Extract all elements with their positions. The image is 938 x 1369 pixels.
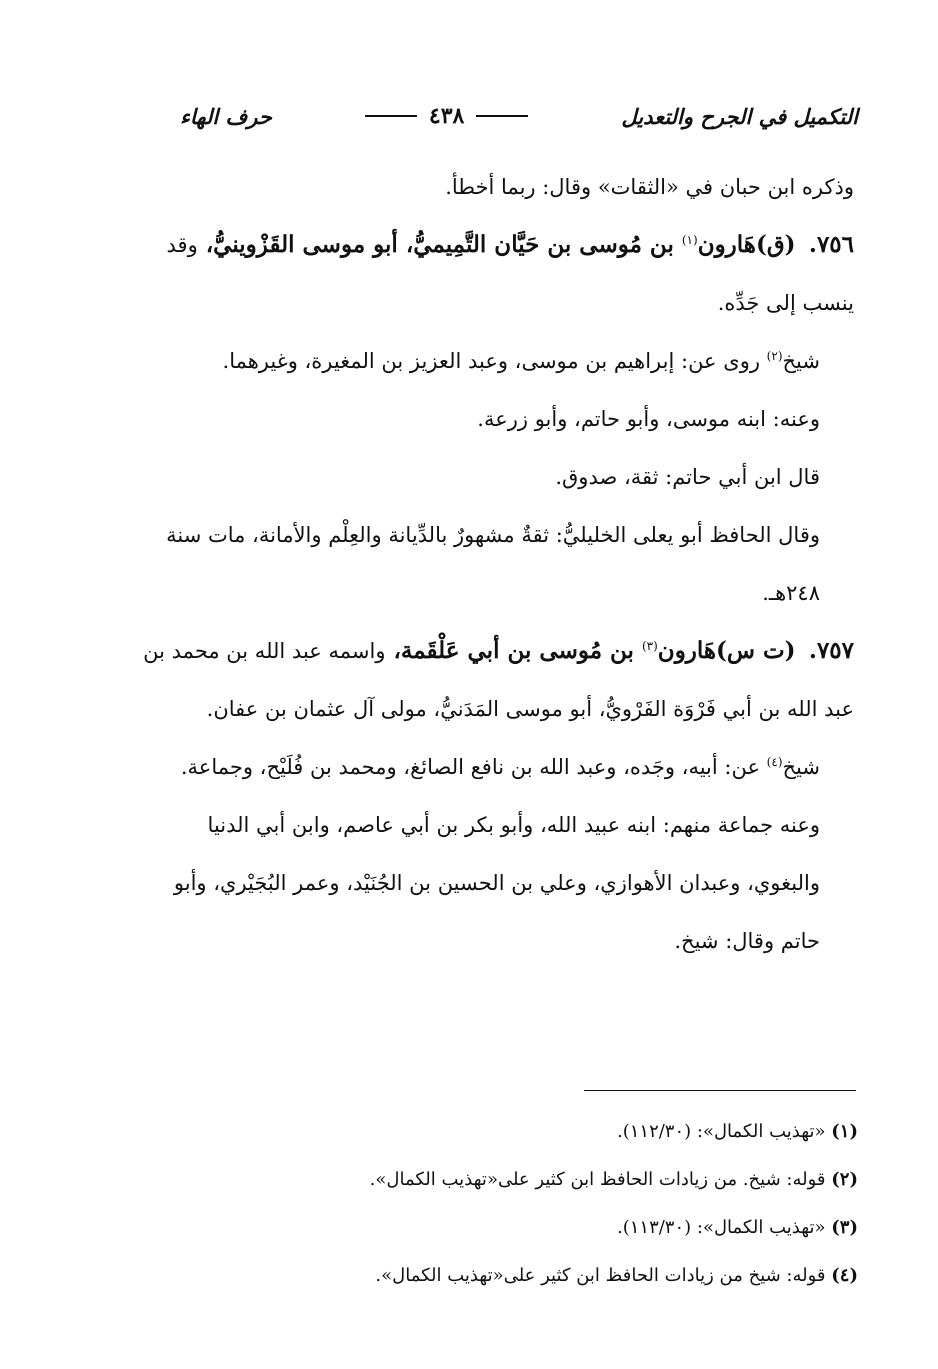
header-page-number: ٤٣٨ [428, 103, 465, 129]
entry-757-anhu: وعنه جماعة منهم: ابنه عبيد الله، وأبو بكر بن أبي عاصم، وابن أبي الدنيا والبغوي، وعبدان الأهوازي، وعلي بن الحسين بن الجُنَيْد، وعمر البُجَيْري، وأبو حاتم وقال: شيخ. [173, 813, 820, 953]
footnote-3-number: (٣) [831, 1217, 858, 1238]
entry-757-name-rest: بن مُوسى بن أبي عَلْقَمة، [385, 637, 642, 664]
entry-757-shaykh-footnote-mark: (٤) [766, 755, 783, 769]
footnotes [300, 1108, 858, 1300]
entry-756-symbol: (ق) [755, 231, 796, 258]
entry-757-tail: واسمه عبد الله بن محمد بن عبد الله بن أبي فَرْوَة الفَرْويُّ، أبو موسى المَدَنيُّ، مولى آل عثمان بن عفان. [143, 639, 854, 721]
entry-756-number: ٧٥٦. [808, 231, 854, 258]
entry-757-number: ٧٥٧. [808, 637, 854, 664]
entry-756-footnote-mark: (١) [681, 233, 698, 247]
entry-756-name: هَارون [697, 231, 756, 258]
entry-756-shaykh-word: شيخ [782, 349, 820, 373]
footnote-4-text: قوله: شيخ من زيادات الحافظ ابن كثير على«تهذيب الكمال». [375, 1265, 826, 1286]
header-dash-left [476, 115, 528, 117]
footnote-1-number: (١) [831, 1121, 858, 1142]
entry-756-tail: وقد ينسب إلى جَدِّه. [166, 233, 854, 315]
entry-757-shaykh-word: شيخ [782, 755, 820, 779]
running-header [180, 96, 858, 136]
main-text [132, 158, 854, 970]
footnote-2 [300, 1156, 858, 1204]
header-dash-right [365, 115, 417, 117]
header-section: حرف الهاء [180, 103, 272, 129]
entry-756-anhu: وعنه: ابنه موسى، وأبو حاتم، وأبو زرعة. [477, 407, 820, 431]
header-page-number-group [365, 103, 528, 129]
footnote-1 [300, 1108, 858, 1156]
entry-757-symbol: (ت س) [716, 637, 796, 664]
footnote-3 [300, 1204, 858, 1252]
footnote-2-number: (٢) [831, 1169, 858, 1190]
header-book-title: التكميل في الجرح والتعديل [621, 103, 858, 129]
intro-line: وذكره ابن حبان في «الثقات» وقال: ربما أخطأ. [445, 175, 854, 199]
entry-756-abihatim: قال ابن أبي حاتم: ثقة، صدوق. [555, 465, 820, 489]
footnote-3-text: «تهذيب الكمال»: (١١٣/٣٠). [616, 1217, 826, 1238]
footnote-1-text: «تهذيب الكمال»: (١١٢/٣٠). [616, 1121, 826, 1142]
entry-757-shaykh [132, 738, 854, 796]
entry-756 [132, 216, 854, 332]
footnote-2-text: قوله: شيخ. من زيادات الحافظ ابن كثير على«تهذيب الكمال». [369, 1169, 826, 1190]
entry-756-name-rest: بن مُوسى بن حَيَّان التَّمِيميُّ، أبو موسى القَزْوينيُّ، [197, 231, 682, 258]
entry-756-shaykh-footnote-mark: (٢) [766, 349, 783, 363]
entry-756-shaykh [132, 332, 854, 390]
entry-756-khalili: وقال الحافظ أبو يعلى الخليليُّ: ثقةٌ مشهورٌ بالدِّيانة والعِلْم والأمانة، مات سنة ٢٤٨هـ. [166, 523, 820, 605]
footnote-divider [584, 1090, 856, 1091]
entry-756-shaykh-text: روى عن: إبراهيم بن موسى، وعبد العزيز بن المغيرة، وغيرهما. [222, 349, 767, 373]
footnote-4 [300, 1252, 858, 1300]
entry-757-footnote-mark: (٣) [641, 639, 658, 653]
entry-757-shaykh-text: عن: أبيه، وجَده، وعبد الله بن نافع الصائغ، ومحمد بن فُلَيْح، وجماعة. [180, 755, 767, 779]
entry-757 [132, 622, 854, 738]
entry-757-name: هَارون [657, 637, 717, 664]
footnote-4-number: (٤) [831, 1265, 858, 1286]
